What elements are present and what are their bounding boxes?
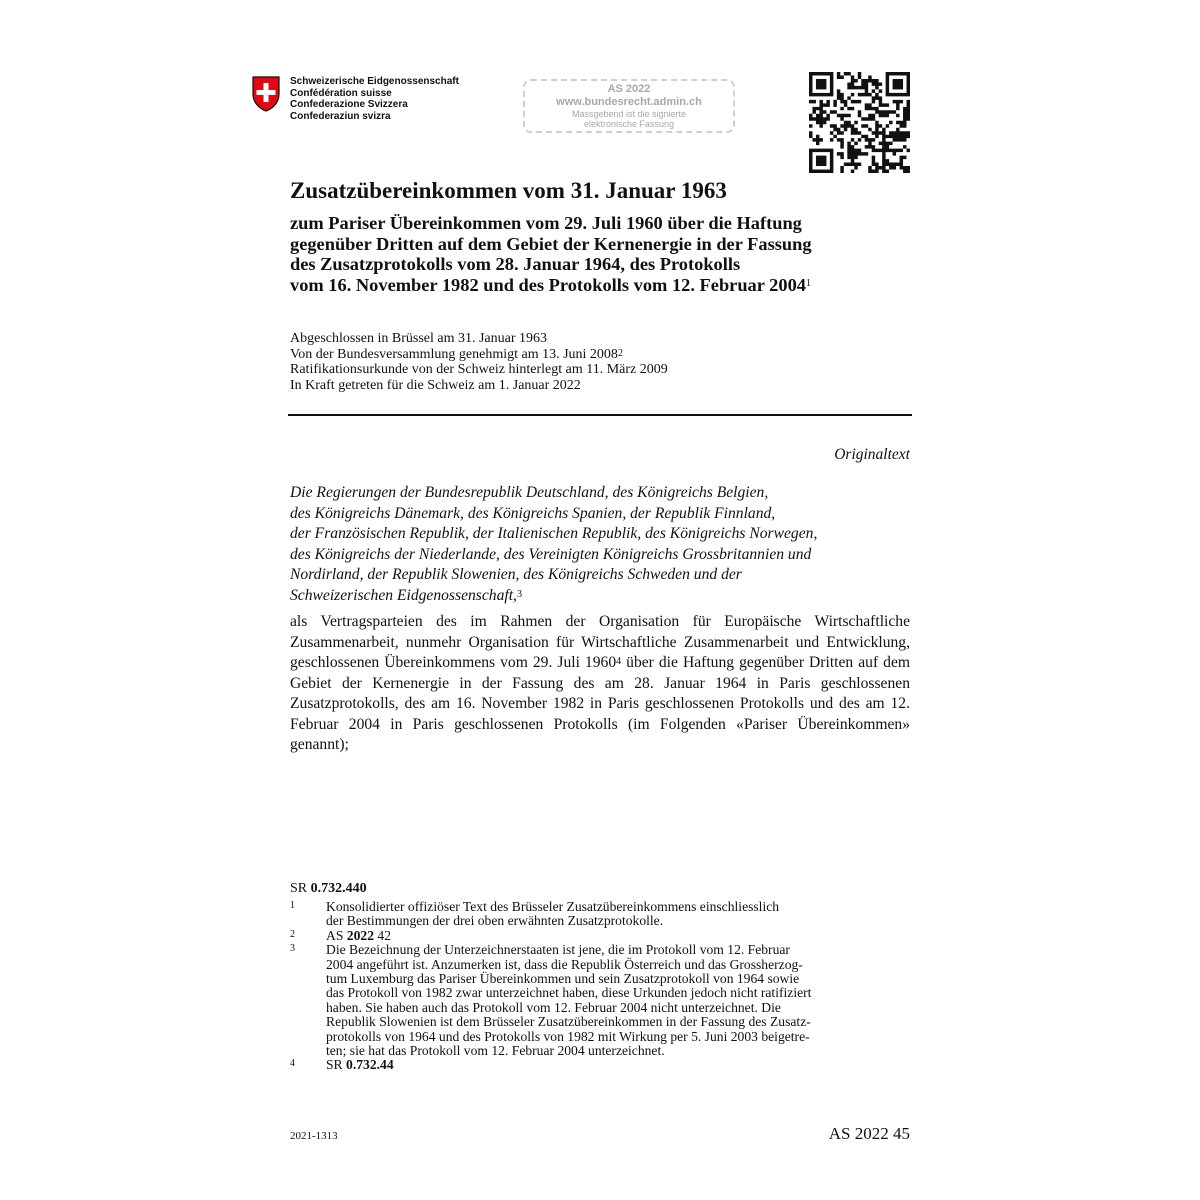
meta-concluded: Abgeschlossen in Brüssel am 31. Januar 1963 bbox=[290, 331, 548, 346]
subtitle-line: des Zusatzprotokolls vom 28. Januar 1964, des Protokolls bbox=[290, 254, 741, 274]
footnote-ref-1[interactable]: 1 bbox=[805, 277, 811, 289]
swiss-cross-shield-icon bbox=[251, 76, 281, 112]
document-title: Zusatzübereinkommen vom 31. Januar 1963 bbox=[290, 178, 727, 203]
footnote-4: 4 SR 0.732.44 bbox=[290, 1057, 394, 1073]
preamble-line: Schweizerischen Eidgenossenschaft, bbox=[290, 586, 517, 604]
footnotes bbox=[290, 900, 910, 1073]
meta-ratification: Ratifikationsurkunde von der Schweiz hinterlegt am 11. März 2009 bbox=[290, 362, 668, 377]
footnote-ref-4[interactable]: 4 bbox=[616, 656, 622, 667]
stamp-note-1: Massgebend ist die signierte bbox=[571, 109, 687, 119]
page-reference: AS 2022 45 bbox=[828, 1124, 910, 1143]
original-text-label: Originaltext bbox=[834, 446, 910, 463]
preamble-body-paragraph: als Vertragsparteien des im Rahmen der Organisation für Europäische Wirtschaftliche Zusammenarbeit, nunmehr Organisation für Wirtschaftliche Zusammenarbeit und Entwicklung, geschlossenen Übereinkommens vom 29. Juli 1960$^4$ über die Haftung gegenüber Dritten auf dem Gebiet der Kernenergie in der Fassung des am 28. Januar 1964 in Paris geschlossenen Zusatzprotokolls, des am 16. November 1982 in Paris geschlossenen Protokolls und des am 12. Februar 2004 in Paris geschlossenen Protokolls (im Folgenden «Pariser Übereinkommen» genannt); bbox=[290, 613, 911, 753]
org-name-it: Confederazione Svizzera bbox=[290, 99, 408, 110]
publication-stamp bbox=[523, 79, 735, 133]
org-name-block bbox=[290, 76, 459, 122]
treaty-metadata bbox=[290, 331, 668, 393]
preamble-line: des Königreichs der Niederlande, des Vereinigten Königreichs Grossbritannien und bbox=[290, 545, 812, 563]
sr-number: SR 0.732.440 bbox=[290, 881, 367, 896]
subtitle-line: gegenüber Dritten auf dem Gebiet der Kernenergie in der Fassung bbox=[290, 233, 812, 254]
document-number: 2021-1313 bbox=[290, 1130, 338, 1142]
stamp-collection: AS 2022 bbox=[607, 83, 651, 95]
footnote-1: 1 Konsolidierter offiziöser Text des Brüsseler Zusatzübereinkommens einschliesslich der Bestimmungen der drei oben erwähnten Zusatzprotokolle. bbox=[290, 899, 780, 929]
meta-in-force: In Kraft getreten für die Schweiz am 1. Januar 2022 bbox=[290, 377, 581, 393]
stamp-url[interactable]: www.bundesrecht.admin.ch bbox=[556, 96, 702, 108]
org-name-rm: Confederaziun svizra bbox=[290, 110, 391, 122]
federal-logo bbox=[251, 76, 459, 122]
footnote-3: 3 Die Bezeichnung der Unterzeichnerstaaten ist jene, die im Protokoll vom 12. Februar 2004 angeführt ist. Anzumerken ist, dass die Republik Österreich und das Grossherzog- tum Luxemburg das Pariser Übereinkommen und sein Zusatzprotokoll von 1964 sowie das Protokoll von 1982 zwar unterzeichnet haben, diese Urkunden jedoch nicht ratifiziert haben. Sie haben auch das Protokoll vom 12. Februar 2004 nicht unterzeichnet. Die Republik Slowenien ist dem Brüsseler Zusatzübereinkommen in der Fassung des Zusatz- protokolls von 1964 und des Protokolls von 1982 mit Wirkung per 5. Juni 2003 beigetre- ten; sie hat das Protokoll vom 12. Februar 2004 unterzeichnet. bbox=[290, 942, 812, 1059]
stamp-note-2: elektronische Fassung bbox=[583, 119, 675, 129]
document-subtitle bbox=[290, 213, 910, 295]
qr-code-icon[interactable] bbox=[809, 72, 910, 173]
preamble-line: des Königreichs Dänemark, des Königreichs Spanien, der Republik Finnland, bbox=[290, 504, 776, 522]
footnote-ref-3[interactable]: 3 bbox=[516, 588, 522, 600]
header-divider bbox=[288, 414, 912, 416]
footnote-2: 2 AS 2022 42 bbox=[290, 927, 391, 943]
subtitle-line: vom 16. November 1982 und des Protokolls vom 12. Februar 2004 bbox=[290, 274, 806, 295]
preamble-line: Die Regierungen der Bundesrepublik Deutschland, des Königreichs Belgien, bbox=[290, 484, 769, 501]
footnote-ref-2[interactable]: 2 bbox=[617, 347, 623, 359]
preamble-line: der Französischen Republik, der Italienischen Republik, des Königreichs Norwegen, bbox=[290, 525, 818, 542]
org-name-fr: Confédération suisse bbox=[290, 87, 392, 99]
meta-approved: Von der Bundesversammlung genehmigt am 13. Juni 2008$^2$ bbox=[290, 346, 623, 362]
org-name-de: Schweizerische Eidgenossenschaft bbox=[290, 76, 459, 87]
subtitle-line: zum Pariser Übereinkommen vom 29. Juli 1960 über die Haftung bbox=[290, 213, 802, 233]
preamble-parties bbox=[290, 483, 910, 606]
preamble-line: Nordirland, der Republik Slowenien, des Königreichs Schweden und der bbox=[290, 566, 742, 583]
